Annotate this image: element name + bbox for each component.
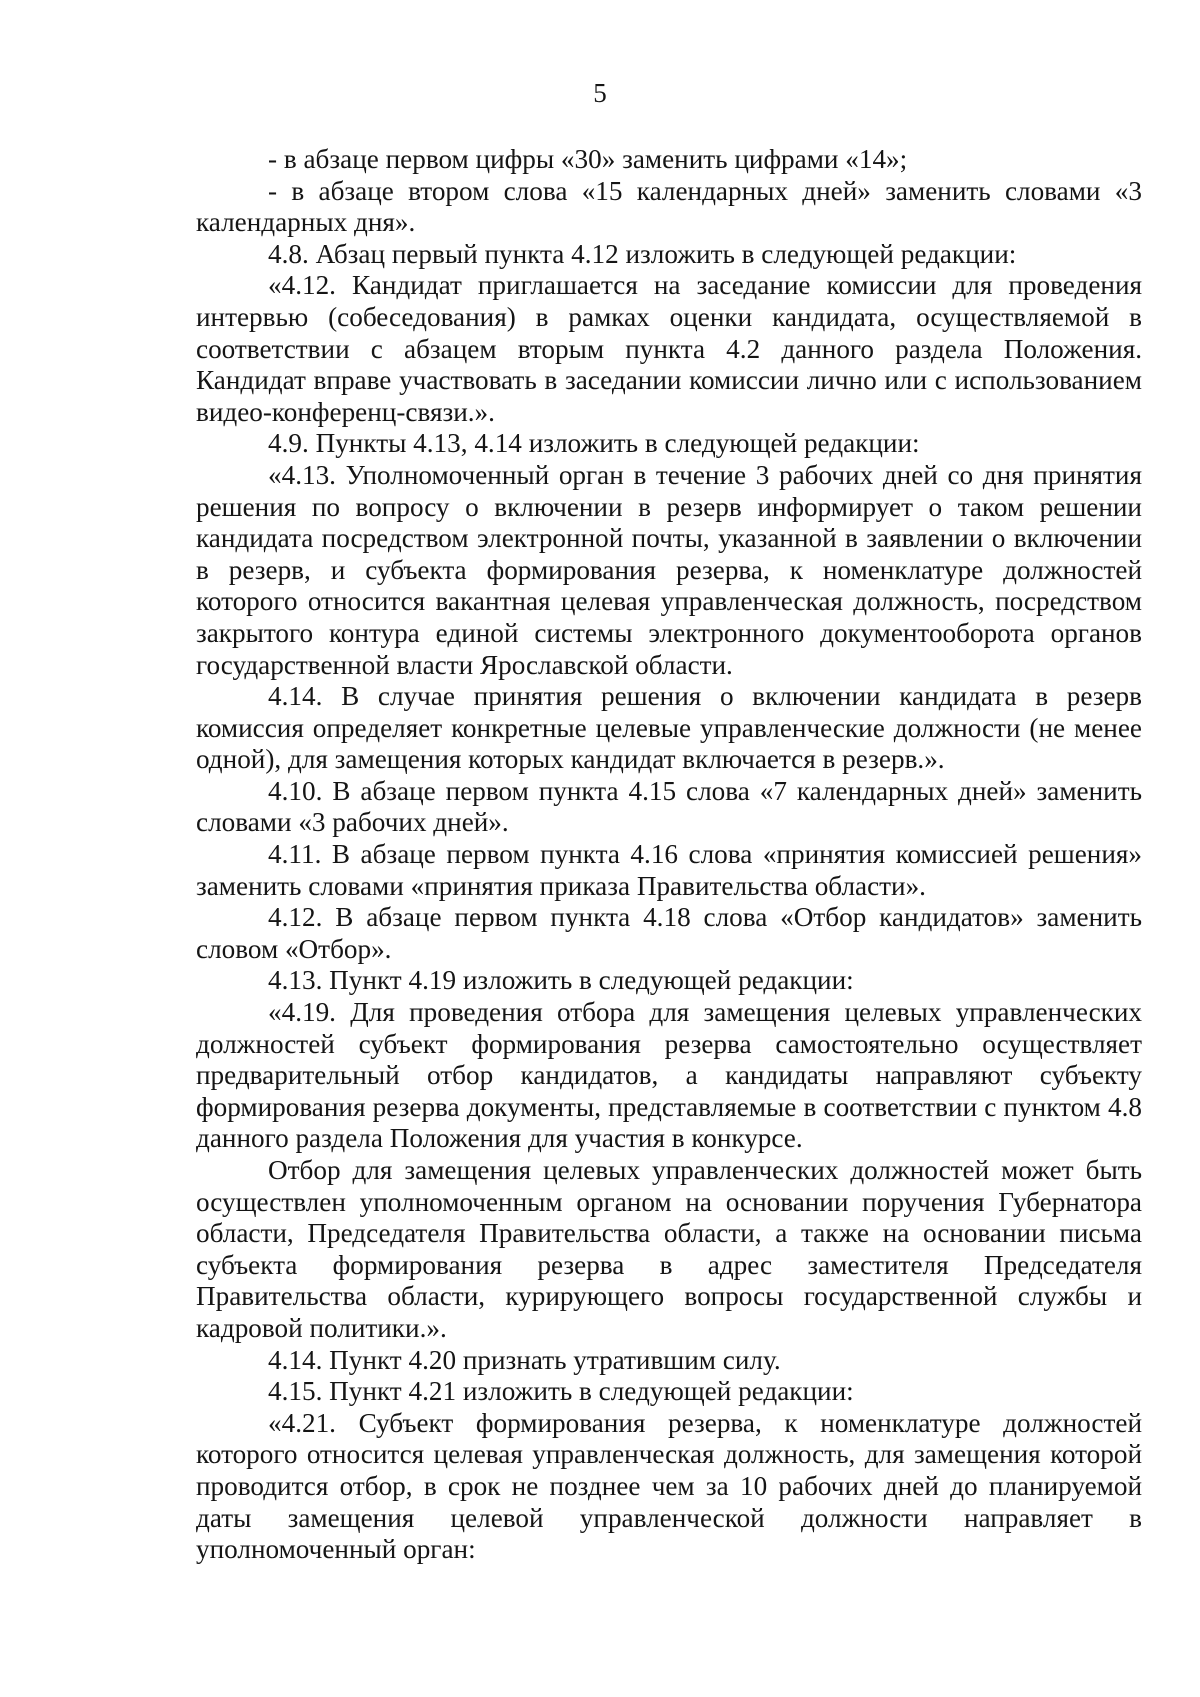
paragraph: «4.12. Кандидат приглашается на заседание комиссии для проведения интервью (собеседования) в рамках оценки кандидата, осуществляемой в соответствии с абзацем вторым пункта 4.2 данного раздела Положения. Кандидат вправе участвовать в заседании комиссии лично или с использованием видео-конференц-связи.».	[196, 270, 1142, 427]
paragraph: - в абзаце втором слова «15 календарных дней» заменить словами «3 календарных дня».	[196, 175, 1142, 238]
paragraph: 4.15. Пункт 4.21 изложить в следующей редакции:	[268, 1376, 854, 1407]
paragraph: 4.10. В абзаце первом пункта 4.15 слова «7 календарных дней» заменить словами «3 рабочих дней».	[196, 775, 1142, 838]
paragraph: 4.8. Абзац первый пункта 4.12 изложить в следующей редакции:	[268, 238, 1017, 269]
paragraph: 4.14. В случае принятия решения о включении кандидата в резерв комиссия определяет конкретные целевые управленческие должности (не менее одной), для замещения которых кандидат включается в резерв.».	[196, 681, 1142, 775]
paragraph: «4.19. Для проведения отбора для замещения целевых управленческих должностей субъект формирования резерва самостоятельно осуществляет предварительный отбор кандидатов, а кандидаты направляют субъекту формирования резерва документы, представляемые в соответствии с пунктом 4.8 данного раздела Положения для участия в конкурсе.	[196, 997, 1142, 1154]
paragraph: «4.13. Уполномоченный орган в течение 3 рабочих дней со дня принятия решения по вопросу о включении в резерв информирует о таком решении кандидата посредством электронной почты, указанной в заявлении о включении в резерв, и субъекта формирования резерва, к номенклатуре должностей которого относится вакантная целевая управленческая должность, посредством закрытого контура единой системы электронного документооборота органов государственной власти Ярославской области.	[196, 459, 1142, 680]
paragraph: - в абзаце первом цифры «30» заменить цифрами «14»;	[268, 144, 908, 174]
paragraph: Отбор для замещения целевых управленческих должностей может быть осуществлен уполномоченным органом на основании поручения Губернатора области, Председателя Правительства области, а также на основании письма субъекта формирования резерва в адрес заместителя Председателя Правительства области, курирующего вопросы государственной службы и кадровой политики.».	[196, 1155, 1142, 1343]
page-number: 5	[593, 78, 607, 108]
paragraph: 4.14. Пункт 4.20 признать утратившим силу.	[268, 1344, 781, 1375]
paragraph: 4.12. В абзаце первом пункта 4.18 слова «Отбор кандидатов» заменить словом «Отбор».	[196, 902, 1142, 964]
document-body	[196, 144, 1142, 1566]
paragraph: «4.21. Субъект формирования резерва, к номенклатуре должностей которого относится целевая управленческая должность, для замещения которой проводится отбор, в срок не позднее чем за 10 рабочих дней до планируемой даты замещения целевой управленческой должности направляет в уполномоченный орган:	[196, 1407, 1142, 1565]
paragraph: 4.13. Пункт 4.19 изложить в следующей редакции:	[268, 965, 854, 996]
paragraph: 4.11. В абзаце первом пункта 4.16 слова «принятия комиссией решения» заменить словами «принятия приказа Правительства области».	[196, 839, 1142, 901]
paragraph: 4.9. Пункты 4.13, 4.14 изложить в следующей редакции:	[268, 428, 920, 459]
